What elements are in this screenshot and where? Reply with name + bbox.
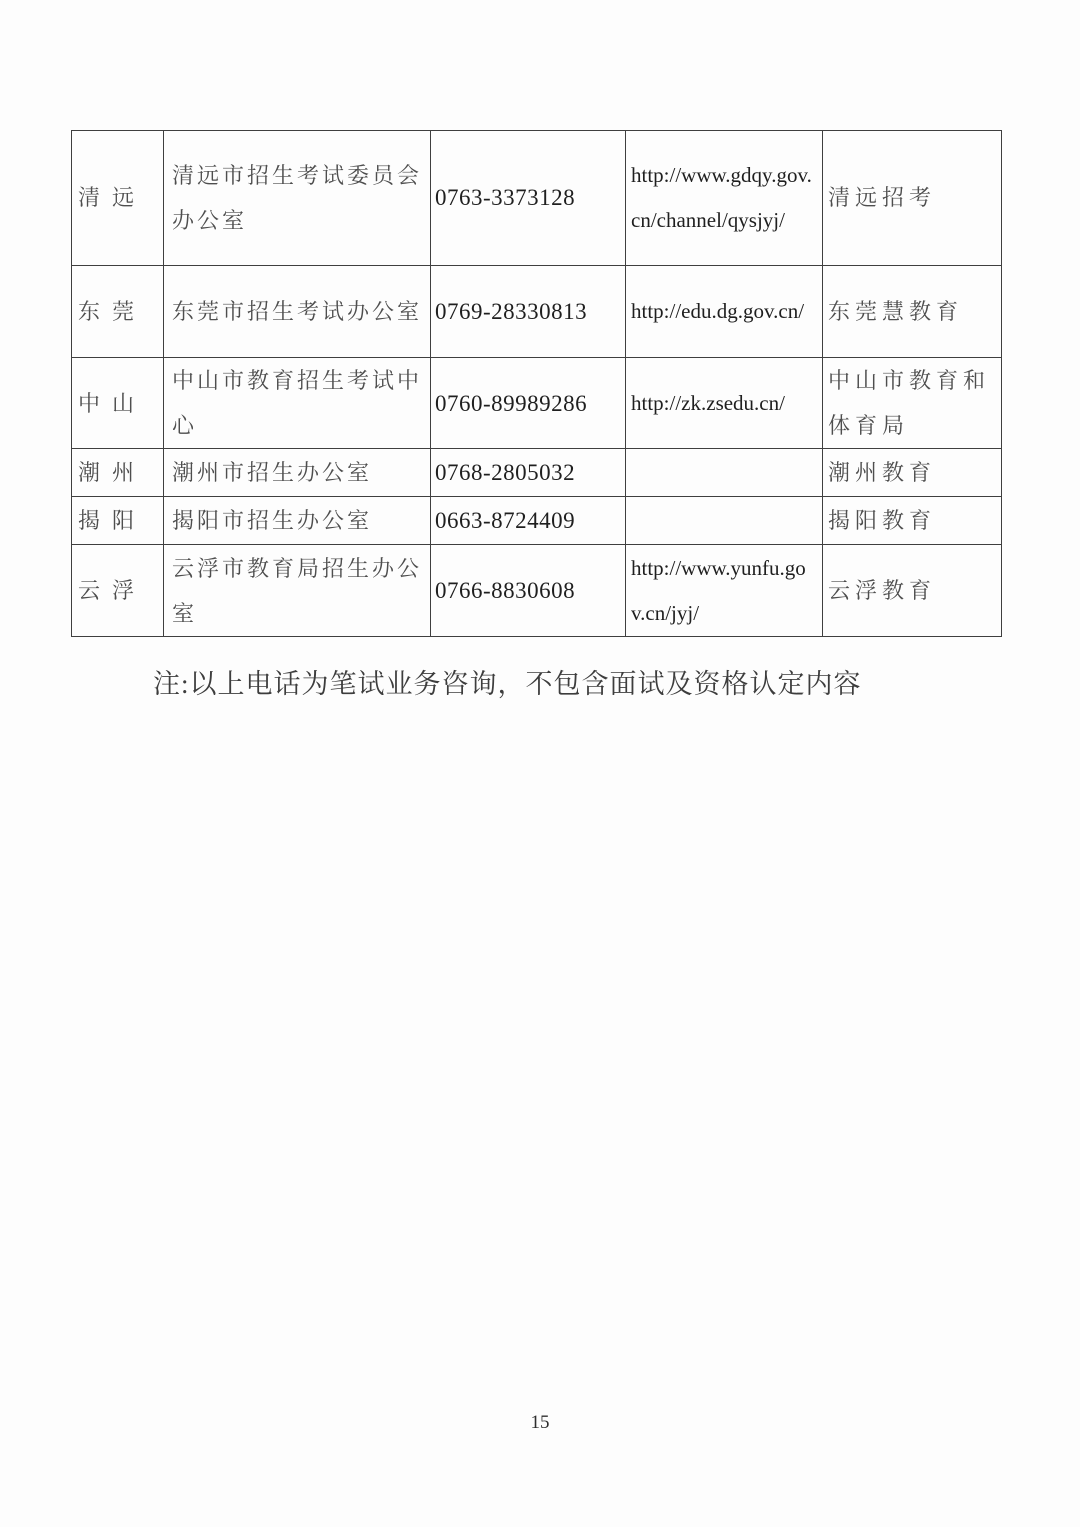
cell-website: http://zk.zsedu.cn/ — [626, 358, 823, 449]
cell-wechat: 中山市教育和体育局 — [823, 358, 1002, 449]
table-row — [72, 497, 1002, 545]
cell-office: 东莞市招生考试办公室 — [164, 266, 431, 358]
table-row — [72, 131, 1002, 266]
cell-website — [626, 497, 823, 545]
cell-website: http://www.yunfu.gov.cn/jyj/ — [626, 545, 823, 637]
cell-wechat: 潮州教育 — [823, 449, 1002, 497]
cell-phone: 0763-3373128 — [431, 131, 626, 266]
cell-website: http://edu.dg.gov.cn/ — [626, 266, 823, 358]
contact-table — [71, 130, 1002, 637]
page-number: 15 — [530, 1412, 550, 1433]
cell-phone: 0766-8830608 — [431, 545, 626, 637]
cell-wechat: 揭阳教育 — [823, 497, 1002, 545]
cell-city: 清远 — [72, 131, 164, 266]
cell-city: 东莞 — [72, 266, 164, 358]
cell-city: 揭阳 — [72, 497, 164, 545]
cell-city: 潮州 — [72, 449, 164, 497]
cell-office: 中山市教育招生考试中心 — [164, 358, 431, 449]
cell-office: 揭阳市招生办公室 — [164, 497, 431, 545]
cell-wechat: 清远招考 — [823, 131, 1002, 266]
cell-phone: 0768-2805032 — [431, 449, 626, 497]
cell-website: http://www.gdqy.gov.cn/channel/qysjyj/ — [626, 131, 823, 266]
table-row — [72, 358, 1002, 449]
cell-city: 云浮 — [72, 545, 164, 637]
cell-city: 中山 — [72, 358, 164, 449]
cell-phone: 0769-28330813 — [431, 266, 626, 358]
footnote: 注:以上电话为笔试业务咨询，不包含面试及资格认定内容 — [153, 669, 862, 699]
cell-office: 清远市招生考试委员会办公室 — [164, 131, 431, 266]
table-row — [72, 545, 1002, 637]
cell-office: 潮州市招生办公室 — [164, 449, 431, 497]
table-row — [72, 266, 1002, 358]
cell-office: 云浮市教育局招生办公室 — [164, 545, 431, 637]
cell-wechat: 东莞慧教育 — [823, 266, 1002, 358]
cell-phone: 0663-8724409 — [431, 497, 626, 545]
cell-wechat: 云浮教育 — [823, 545, 1002, 637]
cell-website — [626, 449, 823, 497]
table-row — [72, 449, 1002, 497]
cell-phone: 0760-89989286 — [431, 358, 626, 449]
